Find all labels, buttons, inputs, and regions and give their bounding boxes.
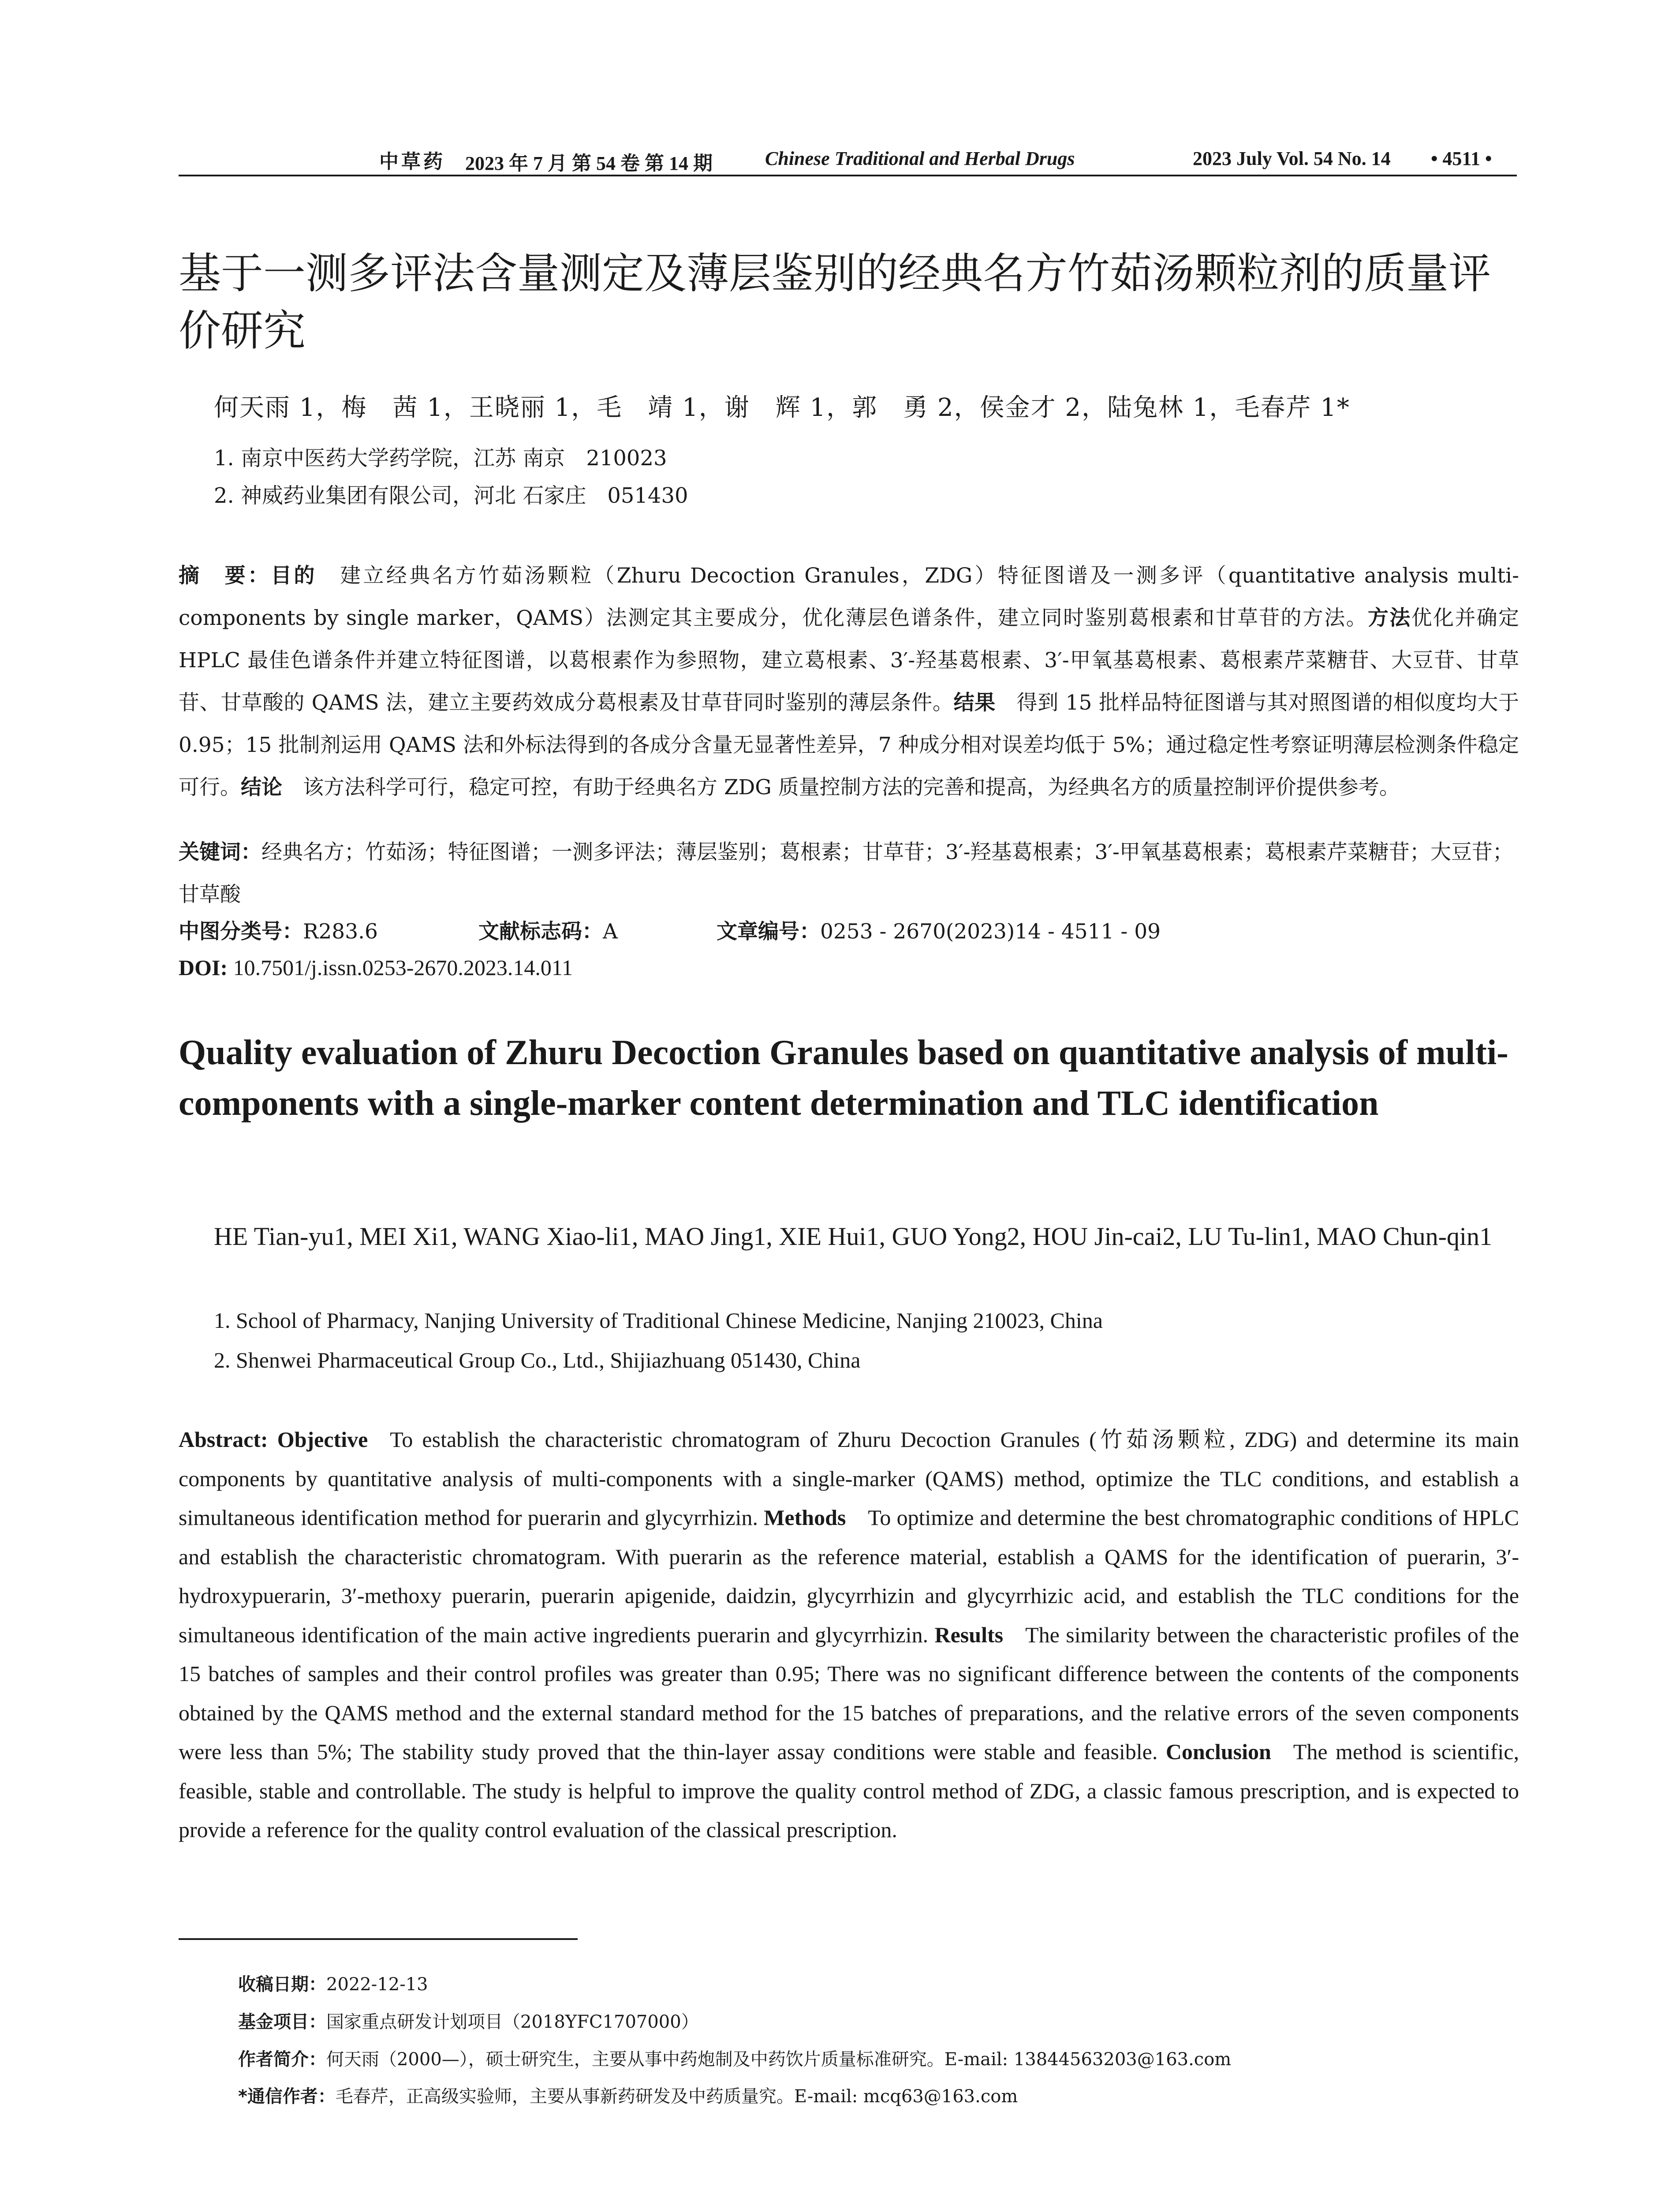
- objective-text-en: To establish the characteristic chromatogram of Zhuru Decoction Granules (竹茹汤颗粒, ZDG) and determine its main components by quantitative analysis of multi-components with a single-marker (QAMS) method, optimize the TLC conditions, and establish a simultaneous identification method for puerarin and glycyrrhizin.: [179, 1427, 1519, 1530]
- title-en: Quality evaluation of Zhuru Decoction Granules based on quantitative analysis of multi-components with a single-marker content determination and TLC identification: [179, 1033, 1508, 1123]
- keywords-label-cn: 关键词：: [179, 840, 261, 864]
- affiliation-cn-2: 2. 神威药业集团有限公司，河北 石家庄 051430: [214, 483, 688, 508]
- methods-label-cn: 方法: [1367, 606, 1411, 630]
- issue-info-en: 2023 July Vol. 54 No. 14: [1193, 148, 1391, 169]
- received-date: 2022-12-13: [326, 1974, 428, 1995]
- keywords-cn: [179, 831, 1519, 916]
- clc-label: 中图分类号：: [179, 919, 303, 944]
- results-text-cn: 得到 15 批样品特征图谱与其对照图谱的相似度均大于 0.95；15 批制剂运用 QAMS 法和外标法得到的各成分含量无显著性差异，7 种成分相对误差均低于 5%；通过稳定性考察证明薄层检测条件稳定可行。: [179, 691, 1519, 800]
- author-bio-text: 何天雨（2000—），硕士研究生，主要从事中药炮制及中药饮片质量标准研究。E-mail: 13844563203@163.com: [326, 2049, 1232, 2070]
- results-label-en: Results: [934, 1622, 1004, 1647]
- footnote-rule: [179, 1938, 578, 1940]
- issue-info-cn: 2023 年 7 月 第 54 卷 第 14 期: [465, 153, 713, 174]
- page-number: • 4511 •: [1431, 148, 1492, 169]
- methods-label-en: Methods: [764, 1505, 846, 1530]
- abstract-en: [179, 1420, 1519, 1850]
- article-no-label: 文章编号：: [717, 919, 820, 944]
- author-bio-label: 作者简介：: [238, 2049, 326, 2070]
- journal-name-en: Chinese Traditional and Herbal Drugs: [765, 148, 1075, 169]
- conclusion-label-en: Conclusion: [1165, 1739, 1271, 1764]
- abstract-label-en: Abstract: Objective: [179, 1427, 368, 1452]
- results-label-cn: 结果: [953, 691, 996, 715]
- article-no-value: 0253 - 2670(2023)14 - 4511 - 09: [820, 919, 1161, 944]
- clc-value: R283.6: [303, 919, 378, 944]
- footnote-received: [238, 1970, 428, 1996]
- title-cn: 基于一测多评法含量测定及薄层鉴别的经典名方竹茹汤颗粒剂的质量评价研究: [179, 249, 1491, 355]
- methods-text-cn: 优化并确定 HPLC 最佳色谱条件并建立特征图谱，以葛根素作为参照物，建立葛根素、3′-羟基葛根素、3′-甲氧基葛根素、葛根素芹菜糖苷、大豆苷、甘草苷、甘草酸的 QAMS 法，建立主要药效成分葛根素及甘草苷同时鉴别的薄层条件。: [179, 606, 1519, 715]
- footnote-fund: [238, 2008, 699, 2033]
- doi-line: [179, 955, 573, 980]
- authors-en: HE Tian-yu1, MEI Xi1, WANG Xiao-li1, MAO Jing1, XIE Hui1, GUO Yong2, HOU Jin-cai2, LU Tu-lin1, MAO Chun-qin1: [214, 1222, 1493, 1251]
- fund-label: 基金项目：: [238, 2012, 326, 2032]
- doi-label: DOI:: [179, 955, 228, 980]
- footnote-author: [238, 2045, 1231, 2070]
- footnote-corresponding: [238, 2082, 1018, 2108]
- methods-text-en: To optimize and determine the best chromatographic conditions of HPLC and establish the characteristic chromatogram. With puerarin as the reference material, establish a QAMS for the identification of puerarin, 3′-hydroxypuerarin, 3′-methoxy puerarin, puerarin apigenide, daidzin, glycyrrhizin and glycyrrhizic acid, and establish the TLC conditions for the simultaneous identification of the main active ingredients puerarin and glycyrrhizin.: [179, 1505, 1519, 1647]
- corresponding-label: *通信作者：: [238, 2086, 336, 2107]
- abstract-cn: [179, 555, 1519, 809]
- journal-name-cn: 中草药: [379, 150, 445, 173]
- affiliation-en-2: 2. Shenwei Pharmaceutical Group Co., Ltd., Shijiazhuang 051430, China: [214, 1348, 861, 1372]
- authors-cn: 何天雨 1，梅 茜 1，王晓丽 1，毛 靖 1，谢 辉 1，郭 勇 2，侯金才 2，陆兔林 1，毛春芹 1*: [214, 393, 1350, 422]
- results-text-en: The similarity between the characteristic profiles of the 15 batches of samples and their control profiles was greater than 0.95; There was no significant difference between the contents of the components obtained by the QAMS method and the external standard method for the 15 batches of preparations, and the relative errors of the seven components were less than 5%; The stability study proved that the thin-layer assay conditions were stable and feasible.: [179, 1622, 1519, 1764]
- header-rule: [179, 175, 1517, 176]
- fund-text: 国家重点研发计划项目（2018YFC1707000）: [326, 2012, 699, 2032]
- affiliation-cn-1: 1. 南京中医药大学药学院，江苏 南京 210023: [214, 446, 667, 471]
- conclusion-text-cn: 该方法科学可行，稳定可控，有助于经典名方 ZDG 质量控制方法的完善和提高，为经典名方的质量控制评价提供参考。: [303, 775, 1400, 800]
- doc-code-label: 文献标志码：: [478, 919, 603, 944]
- corresponding-text: 毛春芹，正高级实验师，主要从事新药研发及中药质量究。E-mail: mcq63@163.com: [335, 2086, 1018, 2107]
- affiliation-en-1: 1. School of Pharmacy, Nanjing University of Traditional Chinese Medicine, Nanjing 210023, China: [214, 1308, 1103, 1333]
- objective-text-cn: 建立经典名方竹茹汤颗粒（Zhuru Decoction Granules，ZDG）特征图谱及一测多评（quantitative analysis multi-components by single marker，QAMS）法测定其主要成分，优化薄层色谱条件，建立同时鉴别葛根素和甘草苷的方法。: [179, 564, 1519, 630]
- objective-label-cn: 目的: [271, 564, 317, 588]
- abstract-label-cn: 摘 要：: [179, 564, 271, 588]
- received-label: 收稿日期：: [238, 1974, 326, 1995]
- conclusion-text-en: The method is scientific, feasible, stable and controllable. The study is helpful to improve the quality control method of ZDG, a classic famous prescription, and is expected to provide a reference for the quality control evaluation of the classical prescription.: [179, 1739, 1519, 1842]
- doc-code-value: A: [603, 919, 618, 944]
- doi-link[interactable]: 10.7501/j.issn.0253-2670.2023.14.011: [233, 955, 573, 980]
- keywords-text-cn: 经典名方；竹茹汤；特征图谱；一测多评法；薄层鉴别；葛根素；甘草苷；3′-羟基葛根素；3′-甲氧基葛根素；葛根素芹菜糖苷；大豆苷；甘草酸: [179, 840, 1513, 907]
- classification-line: [179, 915, 1161, 945]
- conclusion-label-cn: 结论: [241, 775, 282, 800]
